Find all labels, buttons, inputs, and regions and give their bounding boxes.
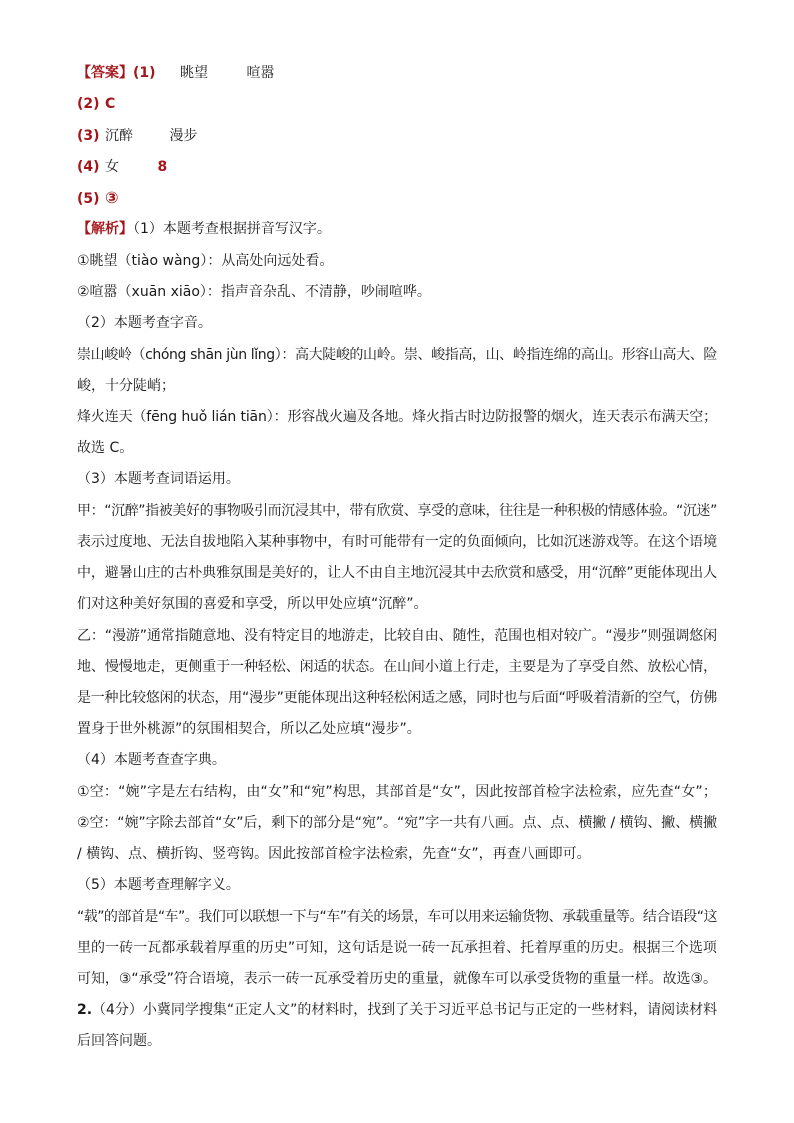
analysis-q2-intro: （2）本题考查字音。	[77, 315, 212, 331]
answer-value: 眺望	[180, 65, 208, 81]
analysis-text: （1）本题考查根据拼音写汉字。	[133, 221, 331, 237]
analysis-q3-intro: （3）本题考查词语运用。	[77, 471, 240, 487]
analysis-label: 【解析】	[77, 221, 133, 237]
answer-row-4	[77, 157, 167, 177]
answer-row-1	[77, 63, 274, 83]
analysis-q5-intro: （5）本题考查理解字义。	[77, 877, 240, 893]
answer-value: 女	[105, 159, 119, 175]
analysis-line: 中，避暑山庄的古朴典雅氛围是美好的，让人不由自主地沉浸其中去欣赏和感受，用“沉醉”更能体现出人	[77, 565, 717, 581]
analysis-line: 乙：“漫游”通常指随意地、没有特定目的地游走，比较自由、随性，范围也相对较广。“漫步”则强调悠闲	[77, 628, 717, 644]
analysis-line: 可知，③“承受”符合语境，表示一砖一瓦承受着历史的重量，就像车可以承受货物的重量一样。故选③。	[77, 971, 717, 987]
answer-value: 8	[157, 159, 168, 175]
analysis-line: 里的一砖一瓦都承载着厚重的历史”可知，这句话是说一砖一瓦承担着、托着厚重的历史。根据三个选项	[77, 940, 717, 956]
analysis-line: 甲：“沉醉”指被美好的事物吸引而沉浸其中，带有欣赏、享受的意味，往往是一种积极的情感体验。“沉迷”	[77, 503, 717, 519]
answer-value: ③	[105, 188, 119, 207]
answer-num: (2)	[77, 96, 100, 112]
analysis-line: 置身于世外桃源”的氛围相契合，所以乙处应填“漫步”。	[77, 721, 421, 737]
analysis-line: “载”的部首是“车”。我们可以联想一下与“车”有关的场景，车可以用来运输货物、承载重量等。结合语段“这	[77, 909, 717, 925]
analysis-line: ②喧嚣（xuān xiāo）：指声音杂乱、不清静，吵闹喧哗。	[77, 284, 431, 300]
analysis-line: 表示过度地、无法自拔地陷入某种事物中，有时可能带有一定的负面倾向，比如沉迷游戏等。在这个语境	[77, 534, 717, 550]
question-text: （4分）小冀同学搜集“正定人文”的材料时，找到了关于习近平总书记与正定的一些材料，请阅读材料	[92, 1002, 718, 1018]
answer-row-2	[77, 94, 115, 114]
question-2-line-1	[77, 1000, 717, 1020]
analysis-q4-intro: （4）本题考查查字典。	[77, 752, 226, 768]
question-2-line-2: 后回答问题。	[77, 1033, 161, 1049]
analysis-line: ②空：“婉”字除去部首“女”后，剩下的部分是“宛”。“宛”字一共有八画。点、点、横撇 / 横钩、撇、横撇	[77, 815, 717, 831]
analysis-line: ①眺望（tiào wàng）：从高处向远处看。	[77, 253, 334, 269]
answer-num: (1)	[133, 65, 156, 81]
answer-row-5	[77, 188, 119, 209]
analysis-line: 是一种比较悠闲的状态，用“漫步”更能体现出这种轻松闲适之感，同时也与后面“呼吸着清新的空气，仿佛	[77, 690, 717, 706]
analysis-q1-intro	[77, 219, 331, 239]
analysis-line: ①空：“婉”字是左右结构，由“女”和“宛”构思，其部首是“女”，因此按部首检字法检索，应先查“女”；	[77, 784, 717, 800]
analysis-line: 烽火连天（fēng huǒ lián tiān）：形容战火遍及各地。烽火指古时边防报警的烟火，连天表示布满天空；	[77, 409, 717, 425]
answer-row-3	[77, 126, 197, 146]
analysis-line: 们对这种美好氛围的喜爱和享受，所以甲处应填“沉醉”。	[77, 596, 428, 612]
analysis-line: 崇山峻岭（chóng shān jùn lǐng）：高大陡峻的山岭。崇、峻指高，山、岭指连绵的高山。形容山高大、险	[77, 347, 717, 363]
answer-num: (3)	[77, 128, 100, 144]
analysis-line: 故选 C。	[77, 440, 134, 456]
answer-label: 【答案】	[77, 65, 133, 81]
analysis-line: / 横钩、点、横折钩、竖弯钩。因此按部首检字法检索，先查“女”，再查八画即可。	[77, 846, 591, 862]
answer-value: 沉醉	[105, 128, 133, 144]
answer-num: (5)	[77, 191, 100, 207]
answer-value: 喧嚣	[246, 65, 275, 81]
answer-num: (4)	[77, 159, 100, 175]
analysis-line: 峻，十分陡峭；	[77, 378, 175, 394]
answer-value: C	[105, 96, 116, 112]
answer-value: 漫步	[169, 128, 198, 144]
question-number: 2.	[77, 1002, 93, 1018]
analysis-line: 地、慢慢地走，更侧重于一种轻松、闲适的状态。在山间小道上行走，主要是为了享受自然、放松心情，	[77, 659, 717, 675]
